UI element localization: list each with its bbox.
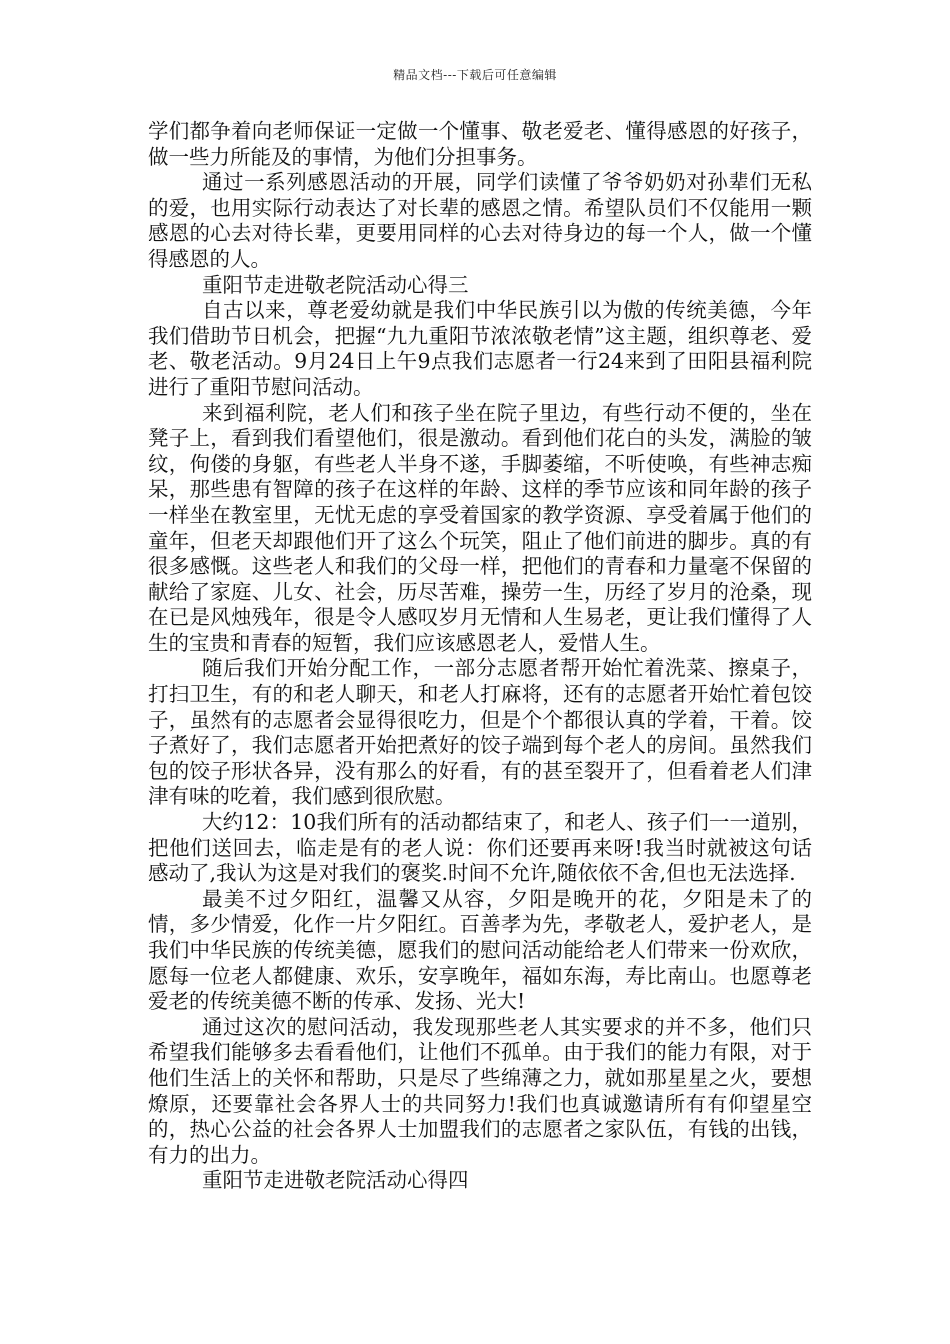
document-body: [148, 119, 812, 1194]
paragraph-continuation: 学们都争着向老师保证一定做一个懂事、敬老爱老、懂得感恩的好孩子，做一些力所能及的事情，为他们分担事务。: [148, 119, 812, 169]
paragraph: 大约12：10我们所有的活动都结束了，和老人、孩子们一一道别，把他们送回去，临走是有的老人说：你们还要再来呀!我当时就被这句话感动了,我认为这是对我们的褒奖.时间不允许,随依依不舍,但也无法选择.: [148, 810, 812, 886]
paragraph: 通过一系列感恩活动的开展，同学们读懂了爷爷奶奶对孙辈们无私的爱，也用实际行动表达了对长辈的感恩之情。希望队员们不仅能用一颗感恩的心去对待长辈，更要用同样的心去对待身边的每一个人，做一个懂得感恩的人。: [148, 170, 812, 271]
paragraph: 通过这次的慰问活动，我发现那些老人其实要求的并不多，他们只希望我们能够多去看看他们，让他们不孤单。由于我们的能力有限，对于他们生活上的关怀和帮助，只是尽了些绵薄之力，就如那星星之火，要想燎原，还要靠社会各界人士的共同努力!我们也真诚邀请所有有仰望星空的，热心公益的社会各界人士加盟我们的志愿者之家队伍，有钱的出钱，有力的出力。: [148, 1014, 812, 1167]
paragraph: 最美不过夕阳红，温馨又从容，夕阳是晚开的花，夕阳是未了的情，多少情爱，化作一片夕阳红。百善孝为先，孝敬老人，爱护老人，是我们中华民族的传统美德，愿我们的慰问活动能给老人们带来一份欢欣，愿每一位老人都健康、欢乐，安享晚年，福如东海，寿比南山。也愿尊老爱老的传统美德不断的传承、发扬、光大!: [148, 886, 812, 1014]
paragraph: 自古以来，尊老爱幼就是我们中华民族引以为傲的传统美德，今年我们借助节日机会，把握“九九重阳节浓浓敬老情”这主题，组织尊老、爱老、敬老活动。9月24日上午9点我们志愿者一行24来到了田阳县福利院进行了重阳节慰问活动。: [148, 298, 812, 399]
section-heading: 重阳节走进敬老院活动心得四: [202, 1168, 469, 1193]
paragraph: 来到福利院，老人们和孩子坐在院子里边，有些行动不便的，坐在凳子上，看到我们看望他们，很是激动。看到他们花白的头发，满脸的皱纹，佝偻的身躯，有些老人半身不遂，手脚萎缩，不听使唤，有些神志痴呆，那些患有智障的孩子在这样的年龄、这样的季节应该和同年龄的孩子一样坐在教室里，无忧无虑的享受着国家的教学资源、享受着属于他们的童年，但老天却跟他们开了这么个玩笑，阻止了他们前进的脚步。真的有很多感慨。这些老人和我们的父母一样，把他们的青春和力量毫不保留的献给了家庭、儿女、社会，历尽苦难，操劳一生，历经了岁月的沧桑，现在已是风烛残年，很是令人感叹岁月无情和人生易老，更让我们懂得了人生的宝贵和青春的短暂，我们应该感恩老人，爱惜人生。: [148, 400, 812, 655]
section-heading: 重阳节走进敬老院活动心得三: [202, 272, 469, 297]
page-header: 精品文档---下载后可任意编辑: [393, 68, 557, 82]
paragraph: 随后我们开始分配工作，一部分志愿者帮开始忙着洗菜、擦桌子，打扫卫生，有的和老人聊天，和老人打麻将，还有的志愿者开始忙着包饺子，虽然有的志愿者会显得很吃力，但是个个都很认真的学着，干着。饺子煮好了，我们志愿者开始把煮好的饺子端到每个老人的房间。虽然我们包的饺子形状各异，没有那么的好看，有的甚至裂开了，但看着老人们津津有味的吃着，我们感到很欣慰。: [148, 656, 812, 809]
